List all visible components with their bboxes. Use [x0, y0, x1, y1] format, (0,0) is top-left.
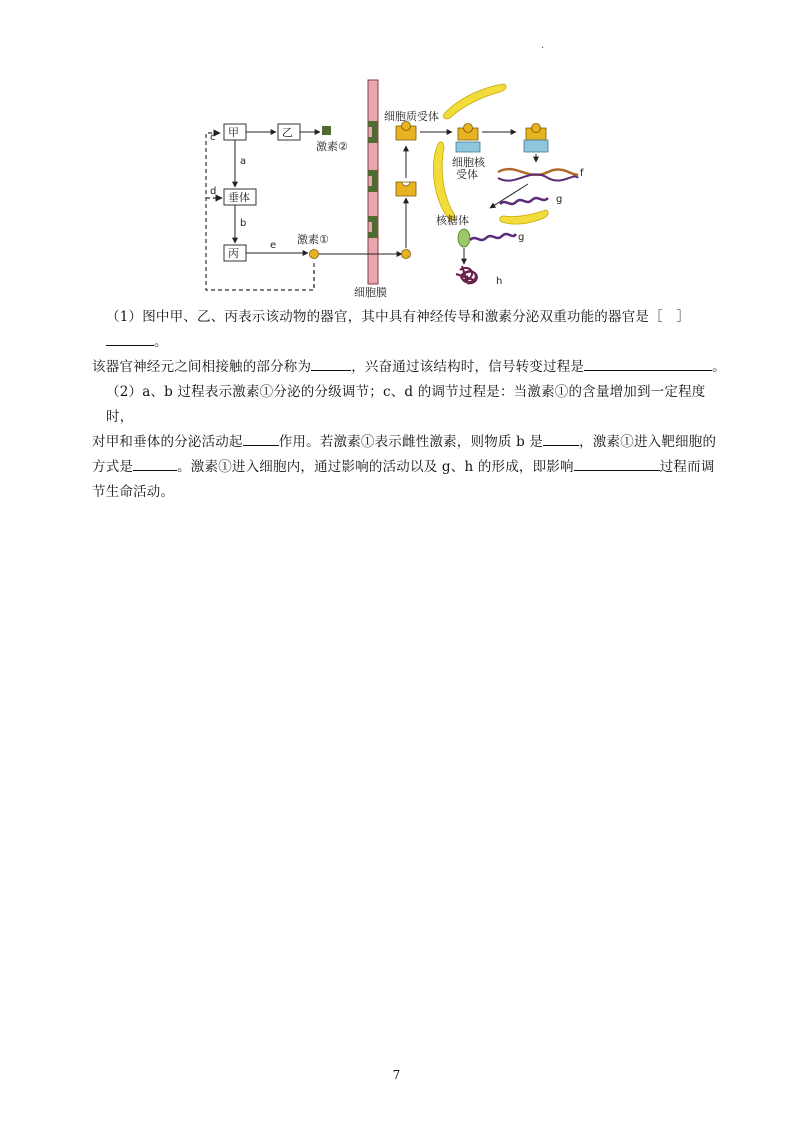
cytoplasm-receptor-lower	[396, 182, 416, 196]
mrna-label-g1: g	[556, 194, 563, 205]
cytoplasm-receptor-label: 细胞质受体	[384, 110, 439, 123]
nuclear-receptor-right	[524, 140, 548, 152]
arrow-label-e: e	[270, 240, 277, 251]
nuclear-receptor-left	[456, 142, 480, 152]
dna-label-f: f	[580, 168, 584, 179]
answer-blank-1[interactable]	[106, 331, 154, 346]
arrow-label-c: c	[210, 132, 216, 143]
organelle-bottom	[500, 210, 548, 224]
answer-blank-2[interactable]	[311, 356, 351, 371]
answer-blank-4[interactable]	[243, 431, 279, 446]
hormone2-label: 激素②	[316, 140, 348, 153]
pituitary: 垂体	[228, 191, 250, 204]
answer-blank-5[interactable]	[543, 431, 579, 446]
q1-line2: 该器官神经元之间相接触的部分称为 ，兴奋通过该结构时，信号转变过程是 。	[92, 355, 727, 380]
organ-yi: 乙	[282, 126, 293, 139]
q2-line3: 方式是 。激素①进入细胞内，通过影响的活动以及 g、h 的形成，即影响 过程而调	[92, 455, 727, 480]
complex-hormone-2	[532, 124, 541, 133]
page-number: 7	[392, 1068, 401, 1082]
mrna-g2	[470, 234, 516, 240]
hormone1-label: 激素①	[297, 233, 329, 246]
feedback-line-c	[206, 133, 314, 300]
ribosome	[458, 229, 470, 247]
organ-jia: 甲	[228, 126, 239, 139]
hormone1-dot	[310, 250, 319, 259]
hormone-regulation-diagram	[198, 78, 598, 300]
organelle-top	[443, 84, 506, 119]
q2-line1: （2）a、b 过程表示激素①分泌的分级调节；c、d 的调节过程是：当激素①的含量增加到一定程度时，	[106, 384, 706, 425]
protein-label-h: h	[496, 276, 503, 287]
membrane-label: 细胞膜	[354, 286, 387, 299]
arrow-label-a: a	[240, 156, 247, 167]
q2-line4: 节生命活动。	[92, 484, 175, 500]
mrna-g1	[500, 198, 548, 204]
arrow-label-b: b	[240, 218, 247, 229]
corner-mark: .	[541, 40, 545, 51]
answer-blank-3[interactable]	[584, 356, 712, 371]
q2-line2: 对甲和垂体的分泌活动起 作用。若激素①表示雌性激素，则物质 b 是 ，激素①进入靶细胞的	[92, 430, 727, 455]
nuclear-receptor-label-2: 受体	[456, 168, 478, 181]
organelle-left	[433, 142, 454, 220]
protein-h	[456, 266, 477, 284]
mrna-label-g2: g	[518, 232, 525, 243]
question-text	[92, 305, 727, 505]
nuclear-receptor-label-1: 细胞核	[452, 156, 485, 169]
organ-bing: 丙	[228, 247, 239, 260]
answer-blank-7[interactable]	[574, 456, 660, 471]
hormone1-inside-dot	[402, 250, 411, 259]
arrow-label-d: d	[210, 186, 217, 197]
q1-line1: （1）图中甲、乙、丙表示该动物的器官，其中具有神经传导和激素分泌双重功能的器官是［ ］。	[106, 309, 691, 350]
answer-blank-6[interactable]	[133, 456, 177, 471]
hormone2-square	[322, 126, 331, 135]
ribosome-label: 核糖体	[436, 214, 469, 227]
complex-hormone	[464, 124, 473, 133]
